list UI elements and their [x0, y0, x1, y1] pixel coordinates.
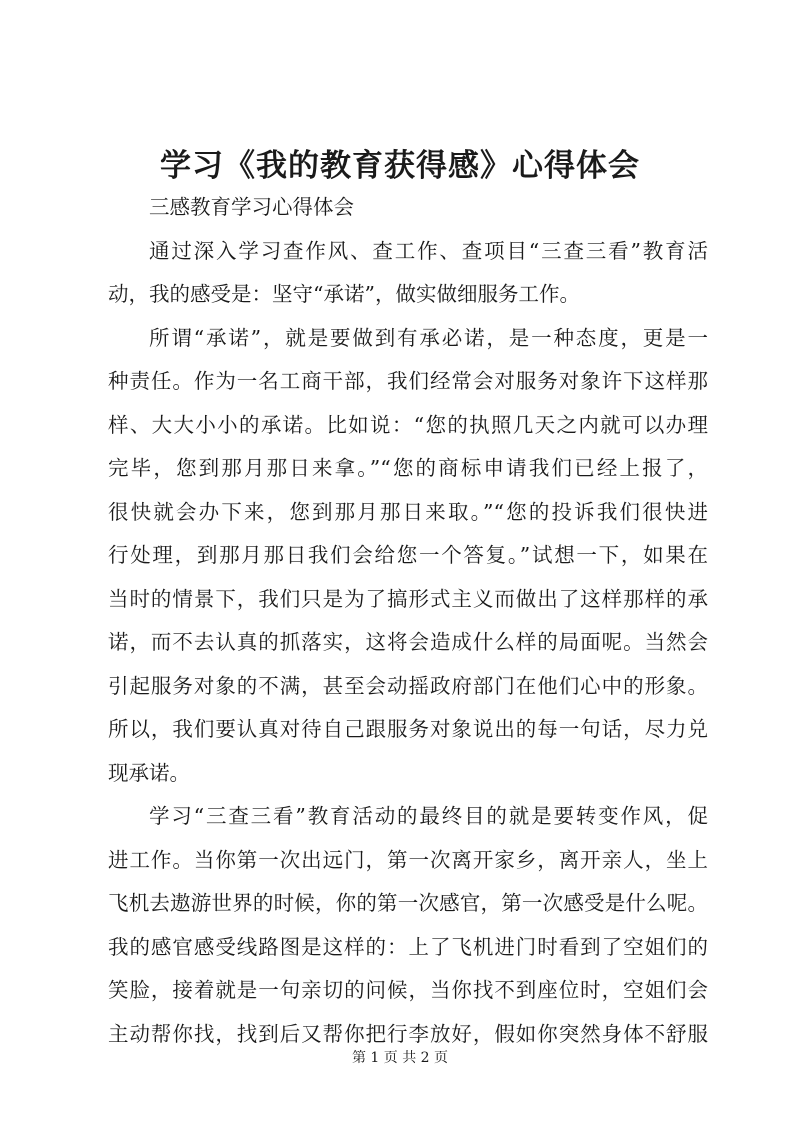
- text-line: 引起服务对象的不满，甚至会动摇政府部门在他们心中的形象。: [108, 673, 708, 698]
- text-line: 现承诺。: [108, 760, 190, 785]
- text-line: 三感教育学习心得体会: [149, 195, 354, 219]
- text-line: 诺，而不去认真的抓落实，这将会造成什么样的局面呢。当然会: [108, 630, 708, 654]
- text-line: 主动帮你找，找到后又帮你把行李放好，假如你突然身体不舒服: [108, 1021, 708, 1046]
- text-line: 进工作。当你第一次出远门，第一次离开家乡，离开亲人，坐上: [108, 847, 708, 872]
- text-line: 动，我的感受是：坚守“承诺”，做实做细服务工作。: [108, 282, 580, 306]
- text-line: 所以，我们要认真对待自己跟服务对象说出的每一句话，尽力兑: [108, 717, 708, 741]
- text-line: 种责任。作为一名工商干部，我们经常会对服务对象许下这样那: [108, 369, 708, 393]
- text-line: 行处理，到那月那日我们会给您一个答复。”试想一下，如果在: [108, 543, 708, 567]
- text-line: 完毕，您到那月那日来拿。”“您的商标申请我们已经上报了，: [108, 456, 708, 480]
- text-line: 飞机去遨游世界的时候，你的第一次感官，第一次感受是什么呢。: [108, 891, 708, 915]
- text-line: 很快就会办下来，您到那月那日来取。”“您的投诉我们很快进: [108, 499, 708, 524]
- text-line: 笑脸，接着就是一句亲切的问候，当你找不到座位时，空姐们会: [108, 978, 708, 1002]
- text-line: 学习“三查三看”教育活动的最终目的就是要转变作风，促: [149, 804, 708, 828]
- document-body: [108, 186, 708, 1056]
- text-line: 我的感官感受线路图是这样的：上了飞机进门时看到了空姐们的: [108, 934, 708, 959]
- text-line: 样、大大小小的承诺。比如说：“您的执照几天之内就可以办理: [108, 412, 708, 437]
- text-line: 所谓“承诺”，就是要做到有承必诺，是一种态度，更是一: [149, 325, 708, 350]
- text-line: 通过深入学习查作风、查工作、查项目“三查三看”教育活: [149, 238, 708, 263]
- text-line: 当时的情景下，我们只是为了搞形式主义而做出了这样那样的承: [108, 586, 708, 611]
- page-number: 第 1 页 共 2 页: [351, 1050, 449, 1066]
- document-title: 学习《我的教育获得感》心得体会: [160, 148, 640, 184]
